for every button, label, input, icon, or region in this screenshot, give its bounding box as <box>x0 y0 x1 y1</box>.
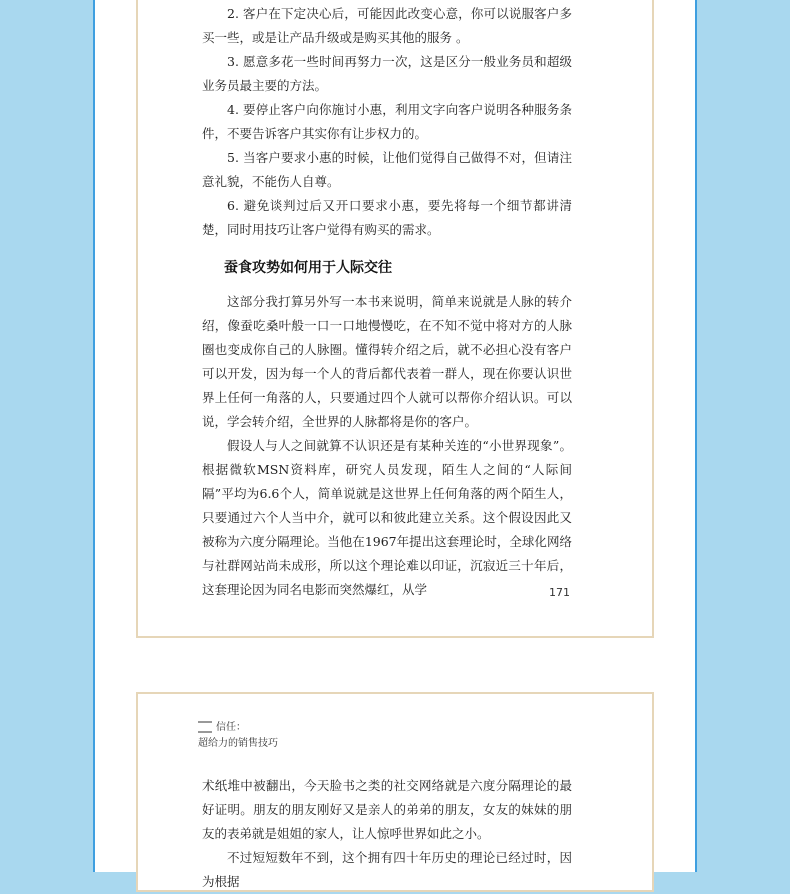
list-item: 2. 客户在下定决心后，可能因此改变心意，你可以说服客户多买一些，或是让产品升级或是购买其他的服务 。 <box>202 6 572 45</box>
list-item: 3. 愿意多花一些时间再努力一次，这是区分一般业务员和超级业务员最主要的方法。 <box>202 54 572 93</box>
body-paragraph: 不过短短数年不到，这个拥有四十年历史的理论已经过时，因为根据 <box>202 850 572 889</box>
body-paragraph: 假设人与人之间就算不认识还是有某种关连的“小世界现象”。根据微软MSN资料库，研究人员发现，陌生人之间的“人际间隔”平均为6.6个人，简单说就是这世界上任何角落的两个陌生人，只要通过六个人当中介，就可以和彼此建立关系。这个假设因此又被称为六度分隔理论。当他在1967年提出这套理论时，全球化网络与社群网站尚未成形，所以这个理论难以印证，沉寂近三十年后，这套理论因为同名电影而突然爆红，从学 <box>202 438 572 597</box>
page-body <box>202 2 572 602</box>
page-gap <box>95 646 695 686</box>
section-heading: 蚕食攻势如何用于人际交往 <box>224 260 392 276</box>
running-head <box>198 720 278 752</box>
list-item: 6. 避免谈判过后又开口要求小惠，要先将每一个细节都讲清楚，同时用技巧让客户觉得有购买的需求。 <box>202 198 572 237</box>
book-page-171 <box>136 0 654 638</box>
list-item: 4. 要停止客户向你施讨小惠，利用文字向客户说明各种服务条件，不要告诉客户其实你有让步权力的。 <box>202 102 572 141</box>
book-mark-icon <box>198 721 212 733</box>
page-number: 171 <box>549 586 570 599</box>
book-page-next <box>136 692 654 892</box>
list-item: 5. 当客户要求小惠的时候，让他们觉得自己做得不对，但请注意礼貌，不能伤人自尊。 <box>202 150 572 189</box>
body-paragraph: 术纸堆中被翻出，今天脸书之类的社交网络就是六度分隔理论的最好证明。朋友的朋友刚好又是亲人的弟弟的朋友，女友的妹妹的朋友的表弟就是姐姐的家人，让人惊呼世界如此之小。 <box>202 778 572 841</box>
page-body <box>202 774 572 894</box>
body-paragraph: 这部分我打算另外写一本书来说明，简单来说就是人脉的转介绍，像蚕吃桑叶般一口一口地慢慢吃，在不知不觉中将对方的人脉圈也变成你自己的人脉圈。懂得转介绍之后，就不必担心没有客户可以开发，因为每一个人的背后都代表着一群人，现在你要认识世界上任何一角落的人，只要通过四个人就可以帮你介绍认识。可以说，学会转介绍，全世界的人脉都将是你的客户。 <box>202 294 572 429</box>
running-head-title: 信任： <box>216 722 246 733</box>
running-head-subtitle: 超给力的销售技巧 <box>198 738 278 749</box>
